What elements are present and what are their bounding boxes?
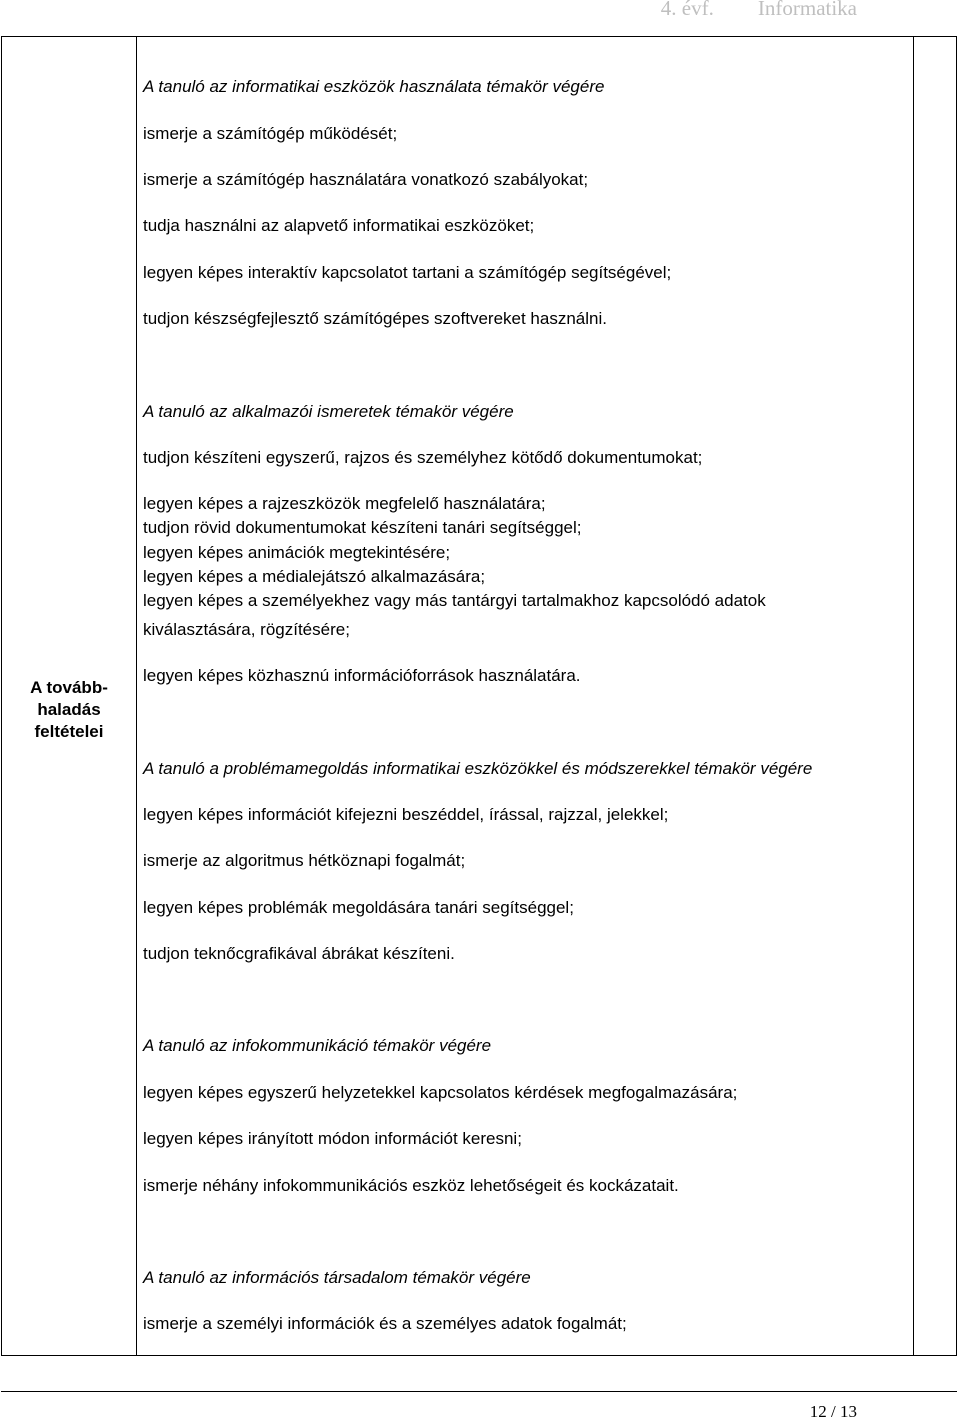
section-heading: A tanuló az infokommunikáció témakör végére [143,1036,492,1055]
page-header [661,0,857,21]
list-item: legyen képes közhasznú információforrások használatára. [143,666,581,685]
section-heading: A tanuló az alkalmazói ismeretek témakör végére [143,402,514,421]
section-heading: A tanuló az információs társadalom témakör végére [143,1268,531,1287]
list-item: legyen képes animációk megtekintésére; [143,543,451,562]
grade-label: 4. évf. [660,0,714,20]
list-item: legyen képes interaktív kapcsolatot tartani a számítógép segítségével; [143,263,672,282]
list-item: tudjon készségfejlesztő számítógépes szoftvereket használni. [143,309,607,328]
footer-divider [1,1391,957,1392]
section-heading: A tanuló az informatikai eszközök használata témakör végére [143,77,605,96]
section-heading: A tanuló a problémamegoldás informatikai eszközökkel és módszerekkel témakör végére [143,759,813,778]
list-item: tudjon készíteni egyszerű, rajzos és személyhez kötődő dokumentumokat; [143,448,703,467]
row-label-line: feltételei [34,722,104,741]
list-item: legyen képes problémák megoldására tanári segítséggel; [143,898,574,917]
column-divider-right [913,37,914,1355]
list-item: ismerje a számítógép működését; [143,124,398,143]
row-label [2,677,136,743]
list-item: ismerje az algoritmus hétköznapi fogalmát; [143,851,466,870]
list-item: legyen képes a rajzeszközök megfelelő használatára; [143,494,546,513]
list-item: ismerje a személyi információk és a személyes adatok fogalmát; [143,1314,627,1333]
list-item: legyen képes a médialejátszó alkalmazására; [143,567,486,586]
page-number: 12 / 13 [809,1402,857,1421]
list-item: ismerje néhány infokommunikációs eszköz lehetőségeit és kockázatait. [143,1176,679,1195]
row-label-line: haladás [37,700,101,719]
subject-label: Informatika [757,0,857,20]
row-label-line: A tovább- [30,678,108,697]
list-item: legyen képes egyszerű helyzetekkel kapcsolatos kérdések megfogalmazására; [143,1083,738,1102]
list-item: kiválasztására, rögzítésére; [143,620,350,639]
list-item: tudjon rövid dokumentumokat készíteni tanári segítséggel; [143,518,582,537]
list-item: tudjon teknőcgrafikával ábrákat készíteni. [143,944,455,963]
list-item: legyen képes információt kifejezni beszéddel, írással, rajzzal, jelekkel; [143,805,669,824]
list-item: legyen képes a személyekhez vagy más tantárgyi tartalmakhoz kapcsolódó adatok [143,591,766,610]
column-divider-left [136,37,137,1355]
list-item: tudja használni az alapvető informatikai eszközöket; [143,216,535,235]
list-item: ismerje a számítógép használatára vonatkozó szabályokat; [143,170,589,189]
list-item: legyen képes irányított módon információt keresni; [143,1129,522,1148]
